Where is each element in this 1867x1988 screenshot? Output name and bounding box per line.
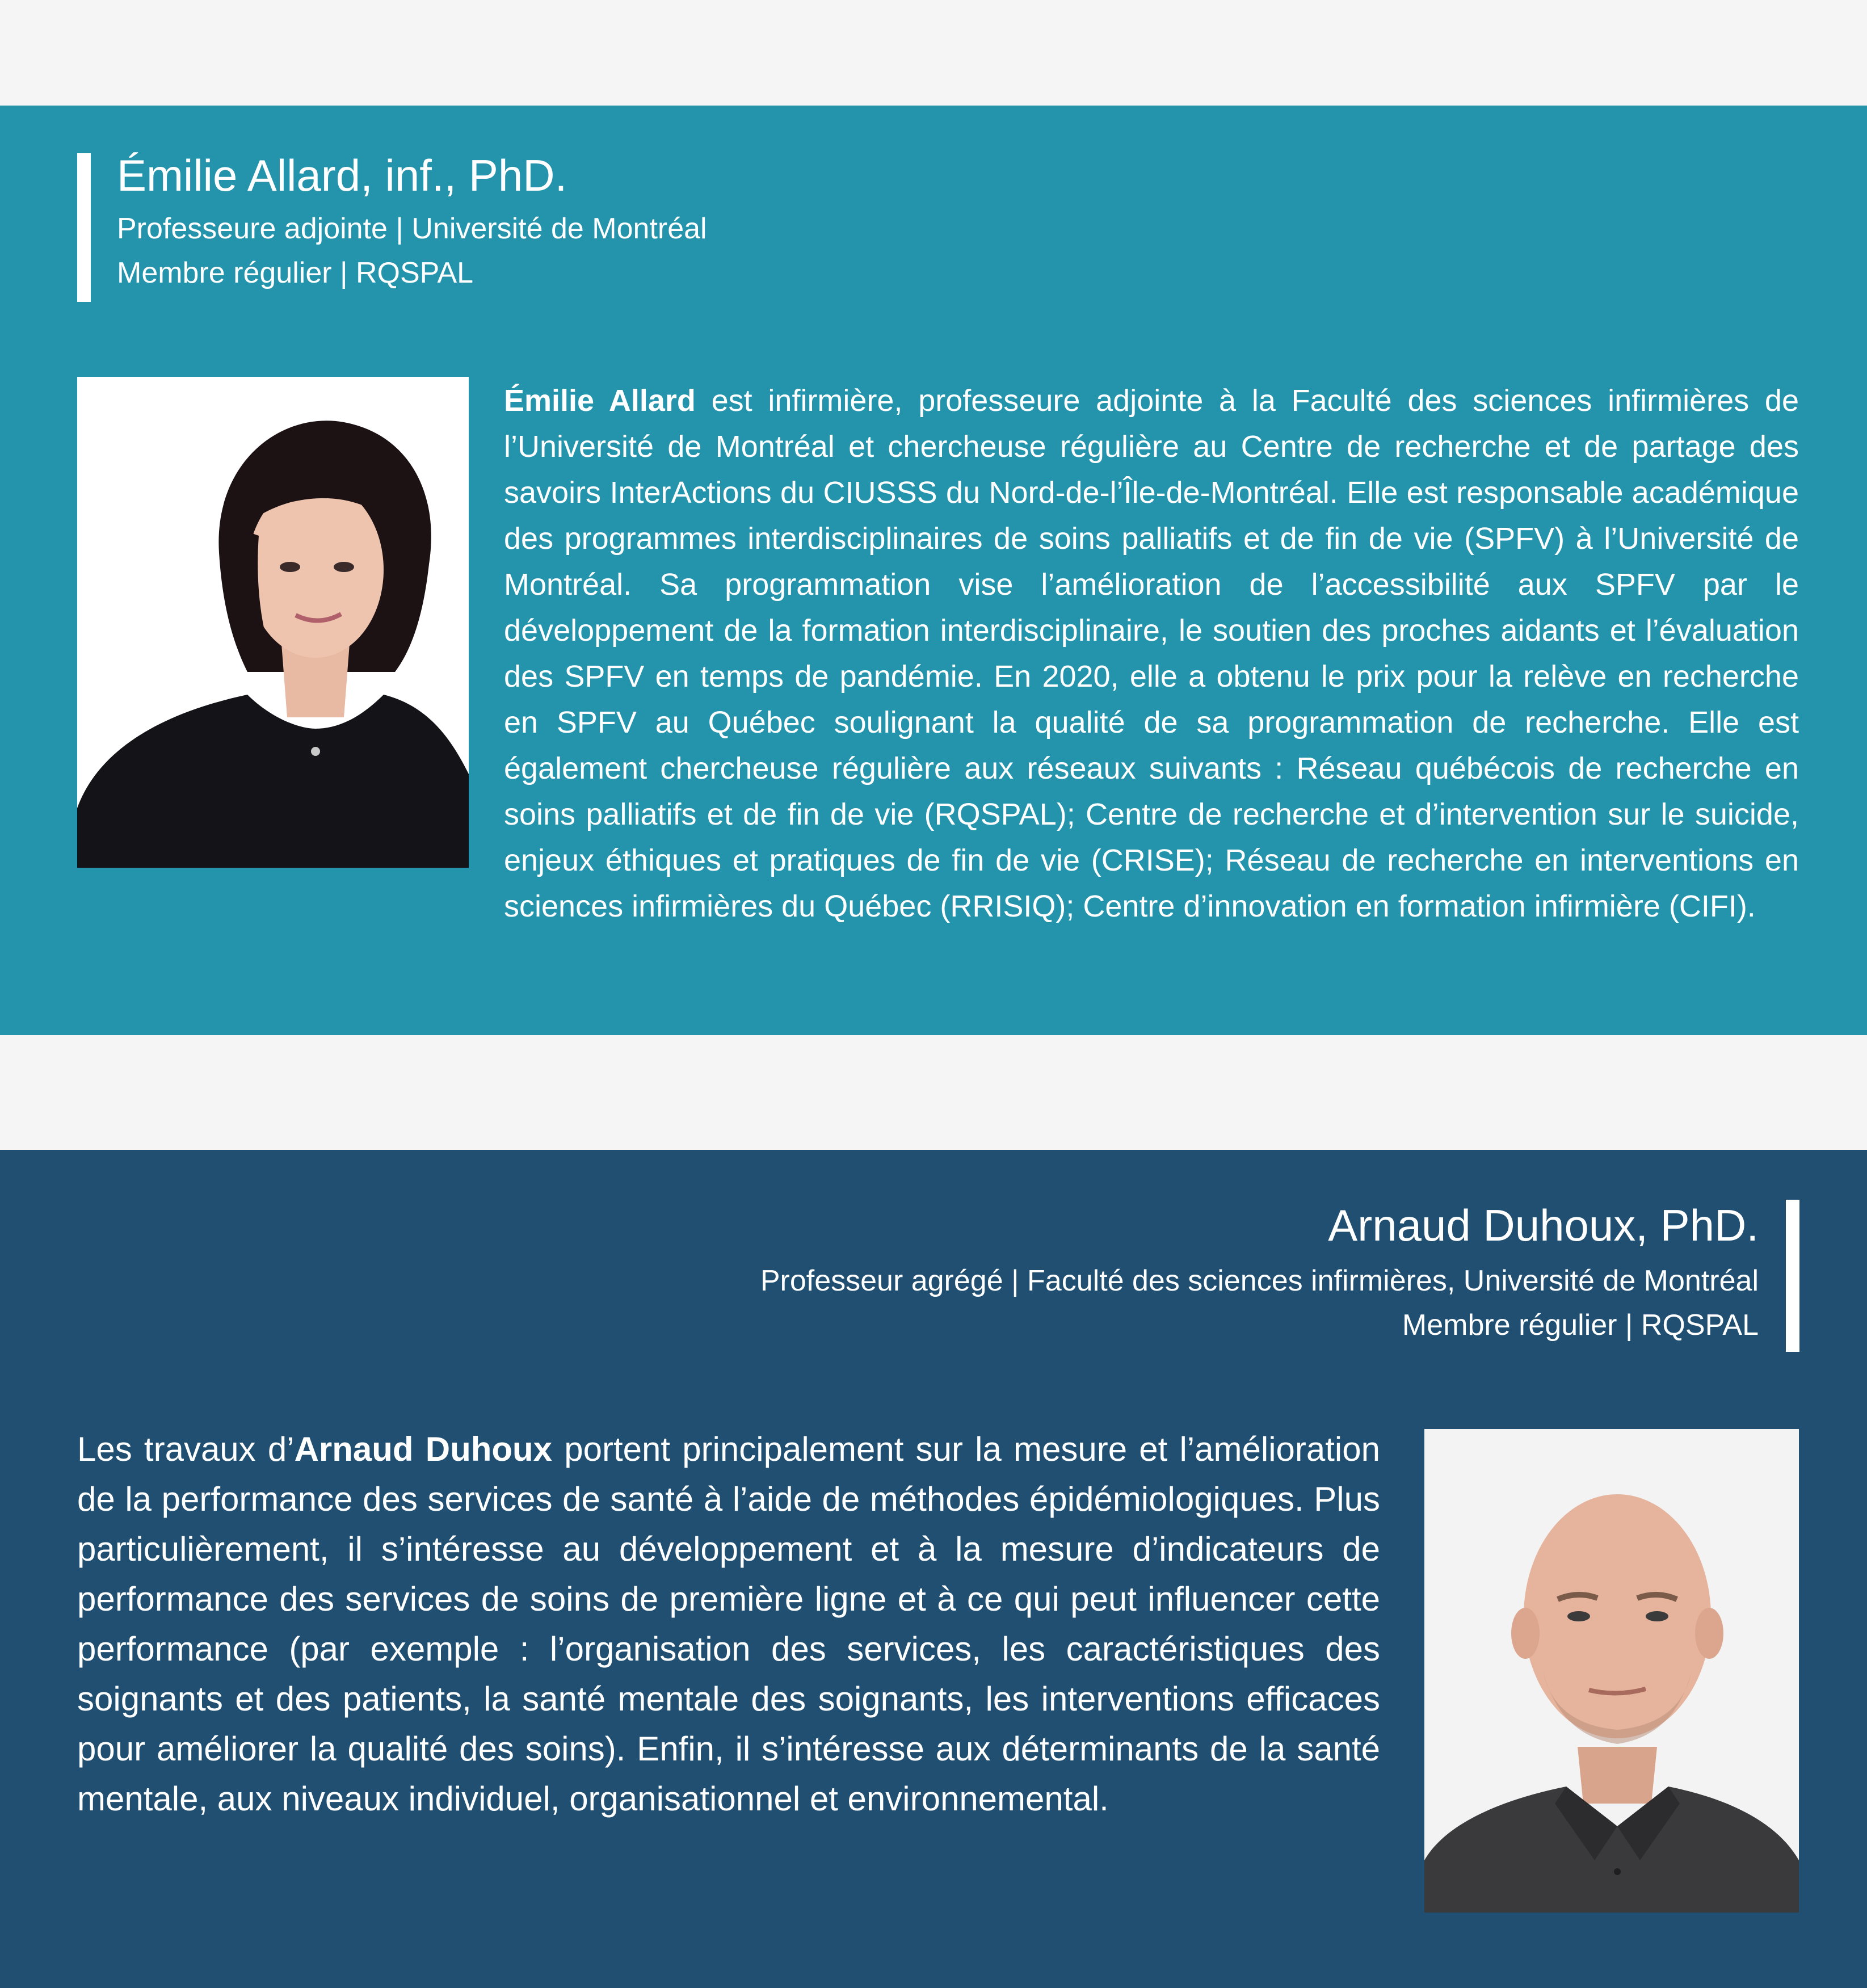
bio-name-bold: Émilie Allard (504, 384, 696, 418)
profile-photo (1424, 1429, 1799, 1913)
portrait-illustration (77, 377, 469, 868)
profile-header (77, 150, 707, 302)
profile-bio (504, 378, 1799, 930)
bio-text: est infirmière, professeure adjointe à la Faculté des sciences infirmières de l’Université de Montréal et chercheuse régulière au Centre de recherche et de partage des savoirs InterActions du CIUSSS du Nord-de-l’Île-de-Montréal. Elle est responsable académique des programmes interdisciplinaires de soins palliatifs et de fin de vie (SPFV) à l’Université de Montréal. Sa programmation vise l’amélioration de l’accessibilité aux SPFV par le développement de la formation interdisciplinaire, le soutien des proches aidants et l’évaluation des SPFV en temps de pandémie. En 2020, elle a obtenu le prix pour la relève en recherche en SPFV au Québec soulignant la qualité de sa programmation de recherche. Elle est également chercheuse régulière aux réseaux suivants : Réseau québécois de recherche en soins palliatifs et de fin de vie (RQSPAL); Centre de recherche et d’intervention sur le suicide, enjeux éthiques et pratiques de fin de vie (CRISE); Réseau de recherche en interventions en sciences infirmières du Québec (RRISIQ); Centre d’innovation en formation infirmière (CIFI). (504, 384, 1799, 923)
bio-text: portent principalement sur la mesure et l’amélioration de la performance des services de santé à l’aide de méthodes épidémiologiques. Plus particulièrement, il s’intéresse au développement et à la mesure d’indicateurs de performance des services de soins de première ligne et à ce qui peut influencer cette performance (par exemple : l’organisation des services, les caractéristiques des soignants et des patients, la santé mentale des soignants, les interventions efficaces pour améliorer la qualité des soins). Enfin, il s’intéresse aux déterminants de la santé mentale, aux niveaux individuel, organisationnel et environnemental. (77, 1430, 1380, 1818)
bio-name-bold: Arnaud Duhoux (294, 1430, 553, 1468)
profile-header (760, 1200, 1799, 1352)
portrait-illustration (1424, 1429, 1799, 1913)
profile-bio (77, 1424, 1380, 1824)
profile-photo (77, 377, 469, 868)
profile-membership-line: Membre régulier | RQSPAL (117, 257, 474, 289)
profile-name: Émilie Allard, inf., PhD. (117, 150, 567, 200)
profile-membership-line: Membre régulier | RQSPAL (1402, 1309, 1759, 1342)
profile-card-duhoux (0, 1150, 1867, 1988)
profile-card-allard (0, 106, 1867, 1035)
profile-role-line: Professeure adjointe | Université de Montréal (117, 212, 707, 245)
bio-prefix: Les travaux d’ (77, 1430, 295, 1468)
profile-name: Arnaud Duhoux, PhD. (1328, 1200, 1759, 1250)
profile-role-line: Professeur agrégé | Faculté des sciences infirmières, Université de Montréal (760, 1264, 1759, 1297)
